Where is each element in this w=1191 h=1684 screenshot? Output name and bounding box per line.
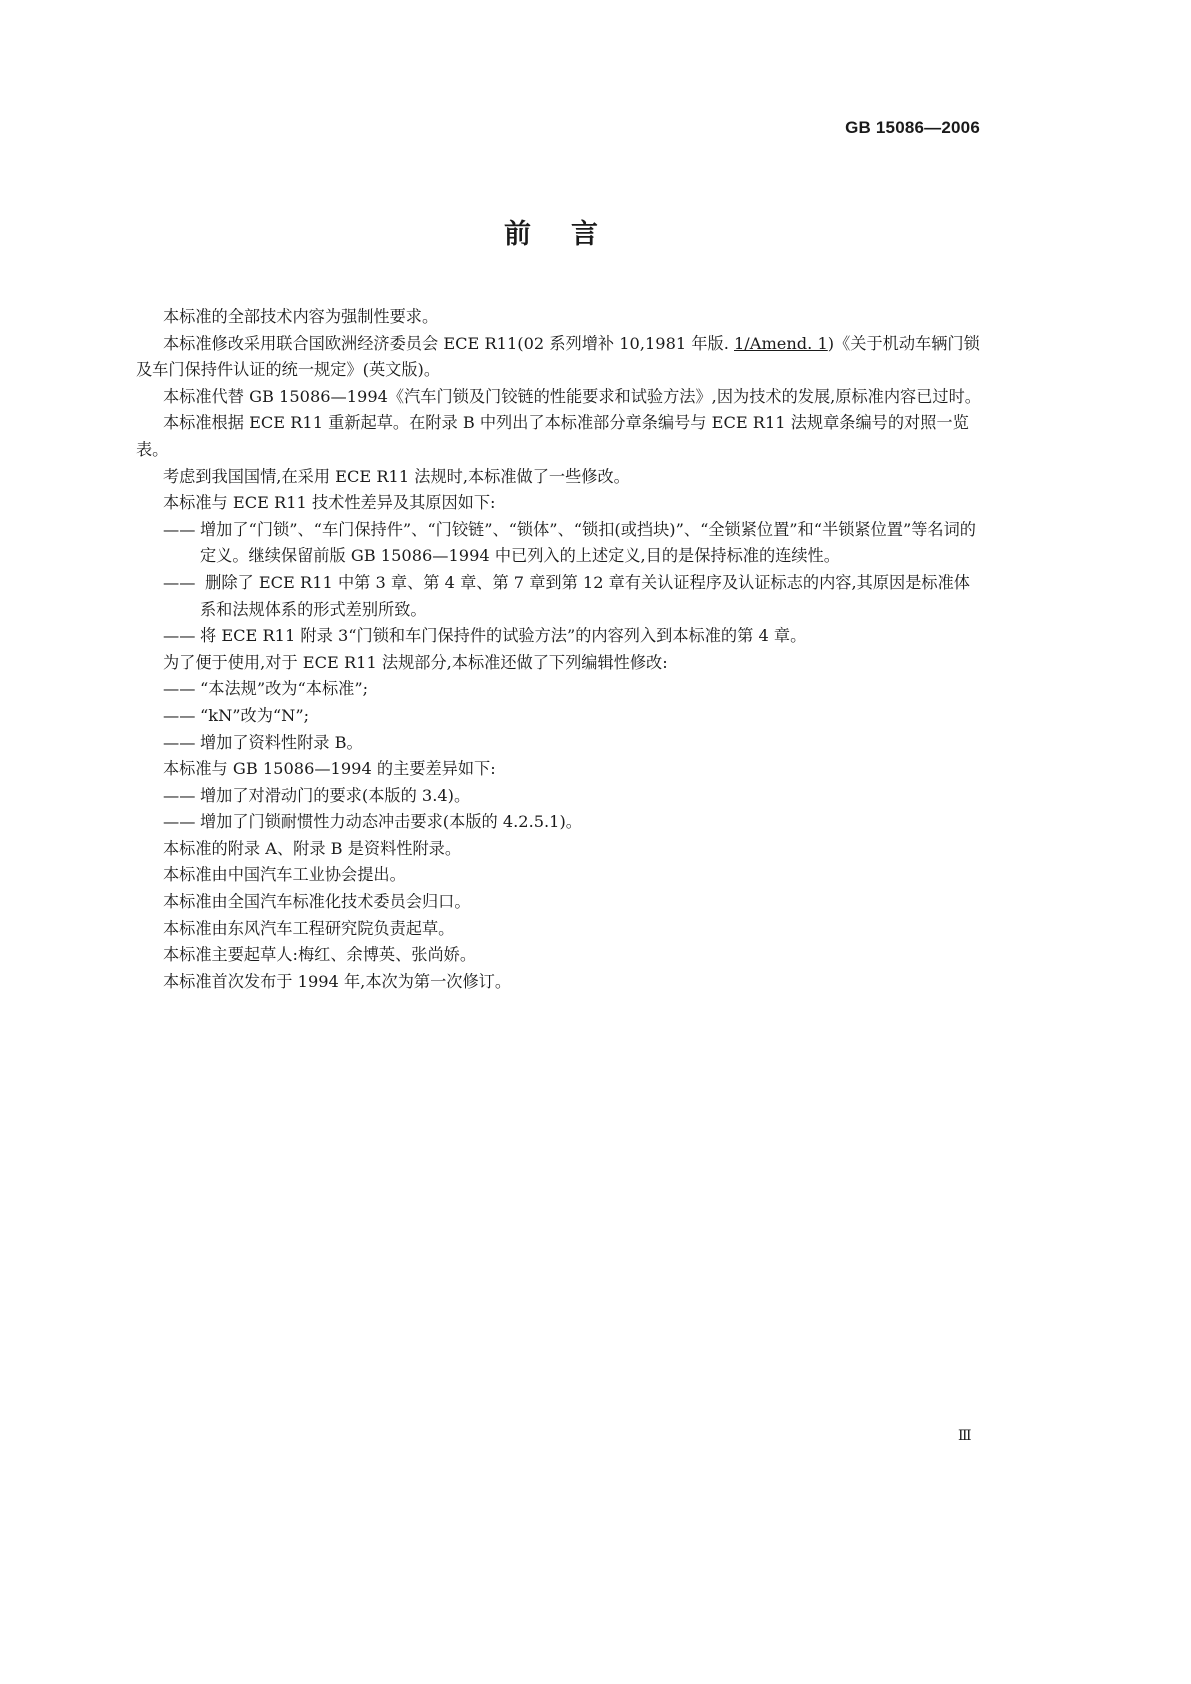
paragraph-text: )《关于机动车辆门锁及车门保持件认证的统一规定》(英文版)。 [136, 333, 980, 380]
page-title: 前言 [504, 219, 638, 250]
paragraph: 本标准由东风汽车工程研究院负责起草。 [163, 918, 455, 938]
paragraph: 为了便于使用,对于 ECE R11 法规部分,本标准还做了下列编辑性修改: [163, 652, 668, 672]
paragraph: 本标准与 GB 15086—1994 的主要差异如下: [163, 759, 496, 779]
dash-mark: —— [163, 572, 196, 592]
amendment-ref: 1/Amend. 1 [734, 333, 828, 353]
paragraph: 本标准与 ECE R11 技术性差异及其原因如下: [163, 493, 496, 513]
dash-mark: —— [163, 785, 196, 805]
page-number: Ⅲ [958, 1428, 972, 1444]
dash-mark: —— [163, 626, 196, 646]
list-item [163, 809, 981, 836]
paragraph: 本标准首次发布于 1994 年,本次为第一次修订。 [163, 971, 512, 991]
paragraph: 本标准的全部技术内容为强制性要求。 [163, 307, 439, 326]
dash-mark: —— [163, 812, 196, 832]
list-item [163, 623, 981, 650]
paragraph [136, 384, 981, 411]
paragraph-text: 本标准修改采用联合国欧洲经济委员会 ECE R11(02 系列增补 10,1981 年版. [163, 333, 734, 353]
paragraph-text: 本标准根据 ECE R11 重新起草。在附录 B 中列出了本标准部分章条编号与 ECE R11 法规章条编号的对照一览表。 [136, 413, 969, 459]
list-item-text: 增加了门锁耐惯性力动态冲击要求(本版的 4.2.5.1)。 [200, 812, 582, 832]
list-item-text: 增加了对滑动门的要求(本版的 3.4)。 [200, 785, 471, 805]
paragraph: 考虑到我国国情,在采用 ECE R11 法规时,本标准做了一些修改。 [163, 466, 630, 486]
list-item-text: 增加了“门锁”、“车门保持件”、“门铰链”、“锁体”、“锁扣(或挡块)”、“全锁紧位置”和“半锁紧位置”等名词的定义。继续保留前版 GB 15086—1994 中已列入的上述定义,目的是保持标准的连续性。 [200, 519, 976, 566]
standard-number: GB 15086—2006 [845, 118, 980, 137]
list-item [163, 730, 981, 757]
list-item [163, 703, 981, 730]
paragraph: 本标准的附录 A、附录 B 是资料性附录。 [163, 838, 462, 858]
list-item [163, 676, 981, 703]
paragraph [136, 410, 981, 463]
list-item-text: 增加了资料性附录 B。 [200, 732, 363, 752]
list-item [163, 570, 981, 623]
paragraph: 本标准主要起草人:梅红、余博英、张尚娇。 [163, 945, 477, 965]
paragraph-text: 本标准代替 GB 15086—1994《汽车门锁及门铰链的性能要求和试验方法》,因为技术的发展,原标准内容已过时。 [163, 386, 981, 406]
list-item-text: 删除了 ECE R11 中第 3 章、第 4 章、第 7 章到第 12 章有关认证程序及认证标志的内容,其原因是标准体系和法规体系的形式差别所致。 [200, 572, 970, 619]
dash-mark: —— [163, 519, 196, 539]
foreword-body [136, 304, 981, 995]
paragraph: 本标准由全国汽车标准化技术委员会归口。 [163, 892, 471, 912]
paragraph [136, 331, 981, 384]
dash-mark: —— [163, 705, 196, 725]
list-item-text: “kN”改为“N”; [200, 705, 310, 725]
list-item [163, 783, 981, 810]
list-item [163, 517, 981, 570]
paragraph: 本标准由中国汽车工业协会提出。 [163, 865, 406, 885]
dash-mark: —— [163, 732, 196, 752]
list-item-text: “本法规”改为“本标准”; [200, 679, 369, 699]
list-item-text: 将 ECE R11 附录 3“门锁和车门保持件的试验方法”的内容列入到本标准的第 4 章。 [200, 626, 807, 646]
dash-mark: —— [163, 679, 196, 699]
